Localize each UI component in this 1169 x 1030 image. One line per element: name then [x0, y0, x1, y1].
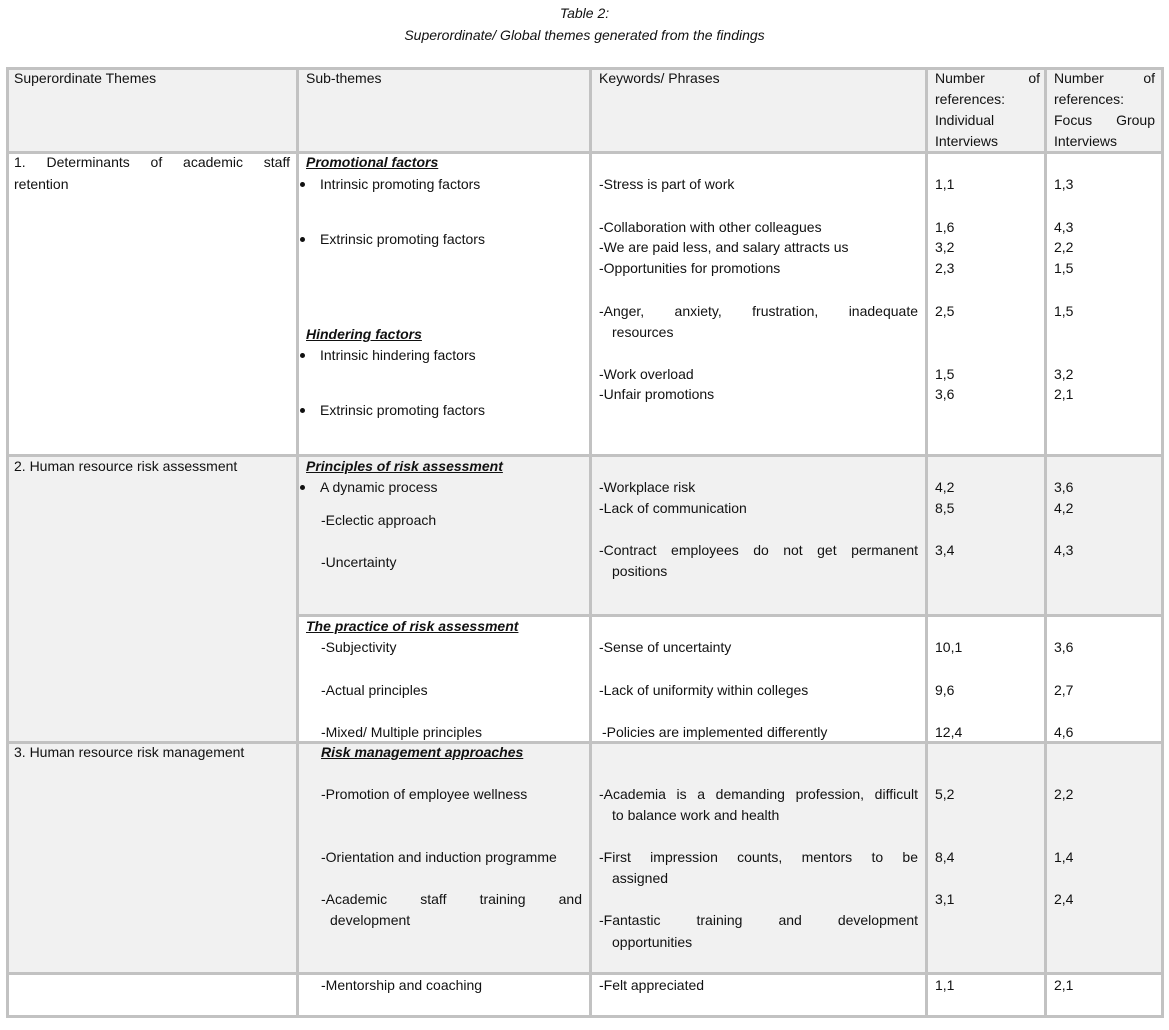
grid-line [1161, 67, 1164, 1017]
keyword-item: resources [612, 324, 674, 340]
keyword-item: -We are paid less, and salary attracts us [599, 239, 849, 255]
focus-count: 2,4 [1054, 891, 1074, 907]
individual-count: 5,2 [935, 786, 955, 802]
keyword-item: -Stress is part of work [599, 176, 735, 192]
theme-cell: retention [14, 176, 69, 192]
column-header-keywords: Keywords/ Phrases [599, 70, 720, 86]
grid-line [6, 1015, 1164, 1018]
table-caption-title: Table 2: [559, 5, 610, 21]
subtheme-item: -Subjectivity [321, 639, 397, 655]
focus-count: 2,1 [1054, 977, 1074, 993]
keyword-item: -Anger, anxiety, frustration, inadequate [599, 303, 918, 319]
column-header-focus: references: [1054, 91, 1125, 107]
individual-count: 8,4 [935, 849, 955, 865]
row2-theme-bg [7, 455, 297, 742]
subtheme-heading: Promotional factors [306, 154, 439, 170]
individual-count: 4,2 [935, 479, 955, 495]
column-header-individual: references: [935, 91, 1006, 107]
subtheme-item: -Academic staff training and [321, 891, 582, 907]
subtheme-item: -Promotion of employee wellness [321, 786, 528, 802]
individual-count: 2,3 [935, 260, 955, 276]
individual-count: 3,4 [935, 542, 955, 558]
subtheme-item: development [330, 912, 411, 928]
focus-count: 2,1 [1054, 386, 1074, 402]
subtheme-item: -Actual principles [321, 682, 428, 698]
table-caption-subtitle: Superordinate/ Global themes generated from the findings [404, 27, 765, 43]
theme-cell: 2. Human resource risk assessment [14, 458, 238, 474]
keyword-item: -First impression counts, mentors to be [599, 849, 918, 865]
keyword-item: -Sense of uncertainty [599, 639, 732, 655]
keyword-item: assigned [612, 870, 669, 886]
individual-count: 12,4 [935, 724, 963, 740]
subtheme-heading: Hindering factors [306, 326, 422, 342]
individual-count: 2,5 [935, 303, 955, 319]
grid-line [6, 67, 9, 1017]
focus-count: 4,3 [1054, 542, 1074, 558]
subtheme-item: Intrinsic promoting factors [320, 176, 481, 192]
bullet-icon [300, 485, 305, 490]
keyword-item: -Work overload [599, 366, 694, 382]
focus-count: 4,3 [1054, 219, 1074, 235]
keyword-item: opportunities [612, 934, 693, 950]
grid-line [296, 614, 1164, 617]
focus-count: 1,5 [1054, 303, 1074, 319]
focus-count: 3,6 [1054, 479, 1074, 495]
individual-count: 1,5 [935, 366, 955, 382]
column-header-focus: Focus Group [1054, 112, 1155, 128]
theme-cell: 3. Human resource risk management [14, 744, 245, 760]
focus-count: 2,2 [1054, 786, 1074, 802]
keyword-item: -Workplace risk [599, 479, 696, 495]
bullet-icon [300, 353, 305, 358]
individual-count: 1,1 [935, 176, 955, 192]
subtheme-item: Extrinsic promoting factors [320, 231, 485, 247]
individual-count: 3,2 [935, 239, 955, 255]
subtheme-item: -Mixed/ Multiple principles [321, 724, 483, 740]
column-header-focus: Interviews [1054, 133, 1118, 149]
focus-count: 1,5 [1054, 260, 1074, 276]
focus-count: 2,7 [1054, 682, 1074, 698]
individual-count: 3,6 [935, 386, 955, 402]
subtheme-item: A dynamic process [320, 479, 438, 495]
focus-count: 3,2 [1054, 366, 1074, 382]
subtheme-item: Intrinsic hindering factors [320, 347, 476, 363]
keyword-item: to balance work and health [612, 807, 780, 823]
theme-cell: 1. Determinants of academic staff [14, 154, 290, 170]
bullet-icon [300, 408, 305, 413]
keyword-item: -Policies are implemented differently [602, 724, 828, 740]
bullet-icon [300, 182, 305, 187]
individual-count: 10,1 [935, 639, 963, 655]
individual-count: 1,1 [935, 977, 955, 993]
keyword-item: -Fantastic training and development [599, 912, 918, 928]
focus-count: 3,6 [1054, 639, 1074, 655]
grid-line [6, 454, 1164, 457]
subtheme-item: -Eclectic approach [321, 512, 437, 528]
individual-count: 8,5 [935, 500, 955, 516]
individual-count: 1,6 [935, 219, 955, 235]
bullet-icon [300, 237, 305, 242]
row3-bg [7, 742, 1163, 973]
subtheme-item: -Orientation and induction programme [321, 849, 557, 865]
keyword-item: -Unfair promotions [599, 386, 715, 402]
keyword-item: -Collaboration with other colleagues [599, 219, 822, 235]
grid-line [296, 67, 299, 1017]
subtheme-heading: The practice of risk assessment [306, 618, 519, 634]
grid-line [1044, 67, 1047, 1017]
subtheme-heading: Principles of risk assessment [306, 458, 503, 474]
individual-count: 3,1 [935, 891, 955, 907]
individual-count: 9,6 [935, 682, 955, 698]
keyword-item: -Lack of communication [599, 500, 747, 516]
grid-line [6, 972, 1164, 975]
column-header-subthemes: Sub-themes [306, 70, 382, 86]
subtheme-item: -Mentorship and coaching [321, 977, 483, 993]
column-header-individual: Interviews [935, 133, 999, 149]
focus-count: 4,6 [1054, 724, 1074, 740]
keyword-item: positions [612, 563, 668, 579]
column-header-focus: Number of [1054, 70, 1155, 86]
focus-count: 1,4 [1054, 849, 1074, 865]
column-header-individual: Individual [935, 112, 995, 128]
keyword-item: -Felt appreciated [599, 977, 705, 993]
grid-line [589, 67, 592, 1017]
keyword-item: -Contract employees do not get permanent [599, 542, 918, 558]
focus-count: 2,2 [1054, 239, 1074, 255]
grid-line [925, 67, 928, 1017]
keyword-item: -Opportunities for promotions [599, 260, 781, 276]
focus-count: 4,2 [1054, 500, 1074, 516]
focus-count: 1,3 [1054, 176, 1074, 192]
keyword-item: -Lack of uniformity within colleges [599, 682, 809, 698]
subtheme-item: Extrinsic promoting factors [320, 402, 485, 418]
subtheme-item: -Uncertainty [321, 554, 397, 570]
subtheme-heading: Risk management approaches [321, 744, 524, 760]
column-header-individual: Number of [935, 70, 1040, 86]
column-header-themes: Superordinate Themes [14, 70, 157, 86]
keyword-item: -Academia is a demanding profession, difficult [599, 786, 918, 802]
